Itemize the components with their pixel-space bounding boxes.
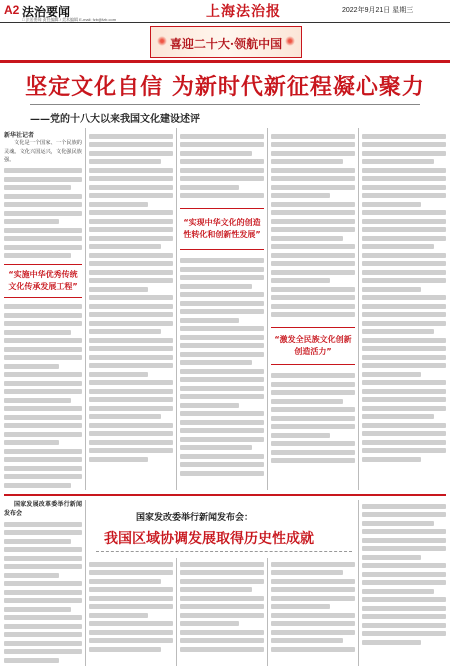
pull-quote: “实现中华文化的创造性转化和创新性发展” xyxy=(180,208,264,250)
article-column-1 xyxy=(4,130,82,490)
bottom-article-column-4 xyxy=(271,558,355,666)
column-divider xyxy=(176,128,177,490)
red-divider xyxy=(0,60,450,63)
article-byline: 新华社记者 xyxy=(4,132,35,139)
article-column-3 xyxy=(180,130,264,490)
pull-quote: “激发全民族文化创新创造活力” xyxy=(271,327,355,365)
editor-line: □ 法治要闻 责任编辑 / 美术编辑 E-mail: fzb@fzb.com xyxy=(22,17,117,22)
bottom-article-column-5 xyxy=(362,500,446,666)
article-column-4 xyxy=(271,130,355,490)
bottom-article-column-1 xyxy=(4,500,82,666)
newspaper-masthead: 上海法治报 xyxy=(206,4,281,20)
main-headline: 坚定文化自信 为新时代新征程凝心聚力 xyxy=(25,75,425,100)
column-divider xyxy=(267,558,268,666)
theme-banner xyxy=(150,26,302,58)
article-column-2 xyxy=(89,130,173,490)
column-divider xyxy=(358,500,359,666)
section-title: 法治要闻 xyxy=(22,5,71,19)
article-column-5 xyxy=(362,130,446,490)
article-lead-paragraph: 文化是一个国家、一个民族的灵魂。文化兴国运兴，文化强民族强。 xyxy=(4,140,82,163)
title-underline xyxy=(96,551,352,552)
firework-icon xyxy=(285,36,295,46)
section-separator xyxy=(4,494,446,496)
bottom-article-column-3 xyxy=(180,558,264,666)
column-divider xyxy=(358,128,359,490)
column-divider xyxy=(85,500,86,666)
banner-title: 喜迎二十大·领航中国 xyxy=(169,37,283,51)
pull-quote: “实施中华优秀传统文化传承发展工程” xyxy=(4,264,82,298)
issue-date: 2022年9月21日 星期三 xyxy=(342,7,414,14)
bottom-article-headline: 我国区域协调发展取得历史性成就 xyxy=(104,531,314,547)
column-divider xyxy=(267,128,268,490)
page-number: A2 xyxy=(4,3,20,17)
bottom-article-kicker: 国家发改委举行新闻发布会： xyxy=(136,513,254,523)
column-divider xyxy=(176,558,177,666)
bottom-article-lead: 国家发展改革委举行新闻发布会 xyxy=(4,501,82,517)
column-divider xyxy=(85,128,86,490)
headline-rule xyxy=(30,104,420,105)
main-subheadline: ——党的十八大以来我国文化建设述评 xyxy=(30,114,200,125)
bottom-article-column-2 xyxy=(89,558,173,666)
